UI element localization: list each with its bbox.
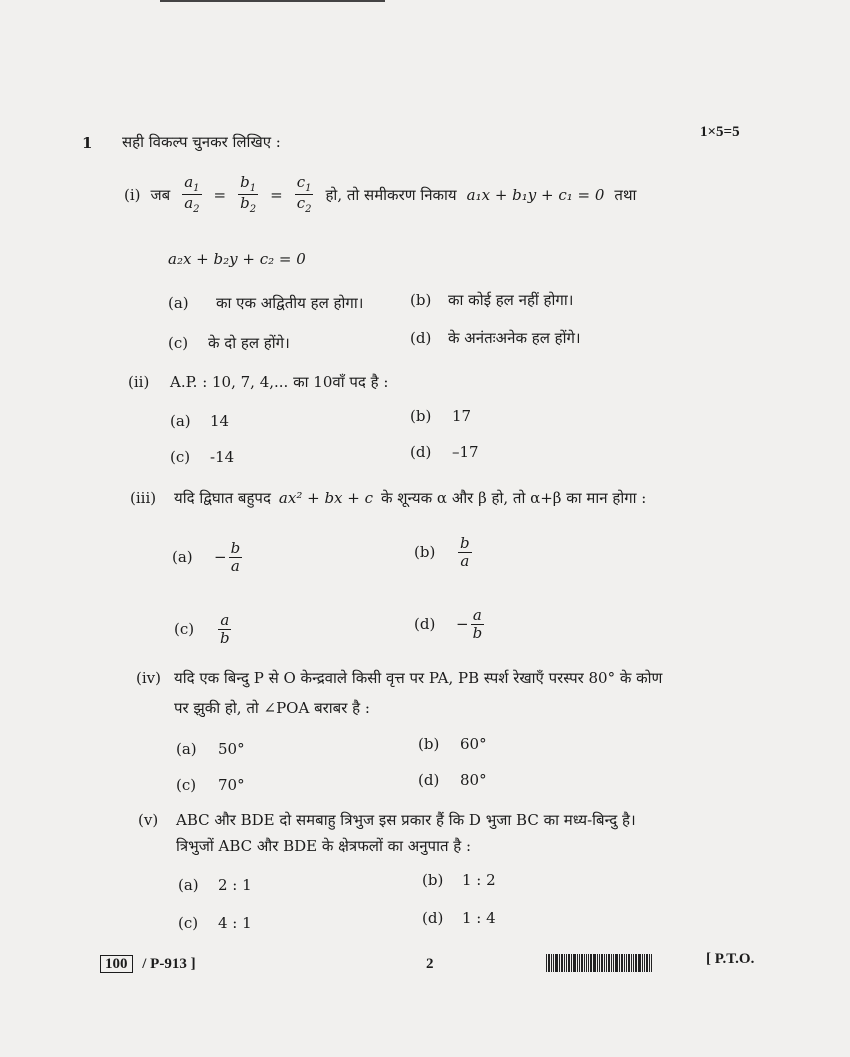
question-number: 1 — [82, 134, 93, 152]
option-d: (d) –17 — [410, 443, 479, 461]
subquestion-iv: (iv) यदि एक बिन्दु P से O केन्द्रवाले किसी वृत्त पर PA, PB स्पर्श रेखाएँ परस्पर 80° के कोण — [136, 669, 663, 687]
option-b: (b) 17 — [410, 407, 472, 425]
subq-text: जब — [150, 185, 171, 204]
option-b: (b) $\frac{b}{a}$ — [414, 534, 470, 570]
fraction-a: $\frac{a_1}{a_2}$ — [184, 173, 200, 215]
question-marks: 1×5=5 — [700, 124, 740, 140]
option-c: (c) 4 : 1 — [178, 914, 252, 932]
option-a: (a) 2 : 1 — [178, 876, 252, 894]
option-a: (a) का एक अद्वितीय हल होगा। — [168, 294, 364, 312]
page-number: 2 — [426, 956, 434, 972]
fraction-b: $\frac{b_1}{b_2}$ — [240, 173, 257, 215]
subquestion-v: (v) ABC और BDE दो समबाहु त्रिभुज इस प्रकार हैं कि D भुजा BC का मध्य-बिन्दु है। — [138, 811, 636, 829]
code-box: 100 — [100, 955, 133, 973]
option-d: (d) 80° — [418, 771, 487, 789]
question-instruction: सही विकल्प चुनकर लिखिए : — [122, 133, 281, 151]
pto-label: [ P.T.O. — [706, 951, 755, 967]
option-d: (d) 1 : 4 — [422, 909, 496, 927]
option-a: (a) 14 — [170, 412, 230, 430]
equation-2: a₂x + b₂y + c₂ = 0 — [168, 250, 306, 268]
option-b: (b) का कोई हल नहीं होगा। — [410, 291, 574, 309]
subquestion-iii: (iii) यदि द्विघात बहुपद ax² + bx + c के शून्यक α और β हो, तो α+β का मान होगा : — [130, 489, 647, 507]
option-b: (b) 1 : 2 — [422, 871, 496, 889]
option-c: (c) 70° — [176, 776, 245, 794]
option-d: (d) के अनंतःअनेक हल होंगे। — [410, 329, 581, 347]
fraction-c: $\frac{c_1}{c_2}$ — [296, 173, 312, 215]
polynomial: ax² + bx + c — [278, 489, 374, 507]
top-rule — [160, 0, 385, 2]
subq-text-mid: हो, तो समीकरण निकाय — [325, 185, 457, 204]
option-c: (c) $\frac{a}{b}$ — [174, 611, 230, 647]
option-b: (b) 60° — [418, 735, 487, 753]
subq-text-suffix: तथा — [614, 185, 637, 204]
option-c: (c) के दो हल होंगे। — [168, 334, 290, 352]
equation-1: a₁x + b₁y + c₁ = 0 — [466, 185, 605, 204]
subquestion-ii: (ii) A.P. : 10, 7, 4,... का 10वाँ पद है : — [128, 373, 389, 391]
option-a: (a) − $\frac{b}{a}$ — [172, 539, 241, 575]
option-d: (d) − $\frac{a}{b}$ — [414, 606, 483, 642]
option-c: (c) -14 — [170, 448, 235, 466]
barcode — [546, 954, 690, 972]
subquestion-iv-line2: पर झुकी हो, तो ∠POA बराबर है : — [174, 699, 370, 717]
subquestion-i: (i) जब $\frac{a_1}{a_2}$ = $\frac{b_1}{b_2}$ = $\frac{c_1}{c_2}$ हो, तो समीकरण निकाय a₁x + b₁y + c₁ = 0 तथा — [124, 173, 637, 215]
paper-code: 100 / P-913 ] — [100, 956, 196, 973]
subq-label: (i) — [124, 185, 141, 204]
subquestion-v-line2: त्रिभुजों ABC और BDE के क्षेत्रफलों का अनुपात है : — [176, 837, 472, 855]
option-a: (a) 50° — [176, 740, 245, 758]
